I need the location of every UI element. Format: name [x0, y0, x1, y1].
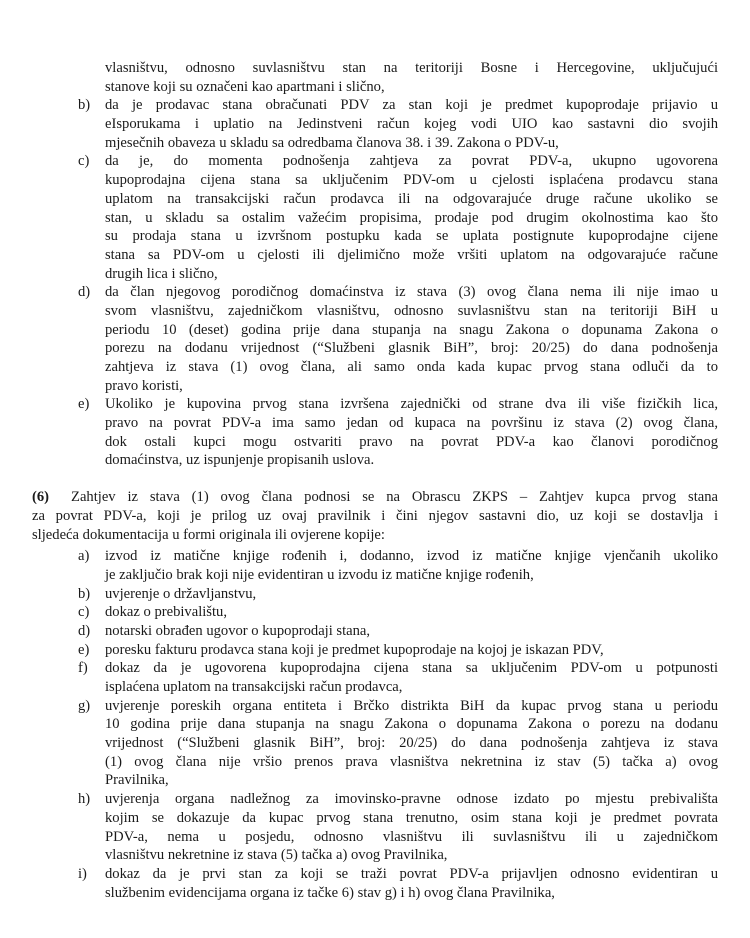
text-line: je zaključio brak koji nije evidentiran u izvodu iz matične knjige rođenih,	[105, 566, 534, 583]
text-line: stan, u skladu sa ostalim važećim propisima, prodaje pod drugim okolnostima kao što	[105, 209, 718, 226]
text-line: Pravilnika,	[105, 772, 169, 789]
list-item-label: e)	[78, 641, 90, 658]
list-item-label: d)	[78, 284, 91, 301]
list-item-doc-d	[32, 622, 718, 641]
list-item-doc-i	[32, 865, 718, 902]
text-line: Ukoliko je kupovina prvog stana izvršena zajednički od strane dva ili više fizičkih lica,	[105, 396, 718, 413]
text-line: su prodaja stana u izvršnom postupku kada se uplata postignute kupoprodajne cijene	[105, 228, 718, 245]
text-line: vlasništvu nekretnine iz stava (5) tačka a) ovog Pravilnika,	[105, 847, 448, 864]
list-item-label: d)	[78, 622, 91, 639]
list-item-doc-a	[32, 547, 718, 584]
list-item-doc-e	[32, 641, 718, 660]
text-line: dokaz o prebivalištu,	[105, 604, 227, 621]
text-line: 10 godina prije dana stupanja na snagu Zakona o dopunama Zakona o porezu na dodanu	[105, 716, 718, 733]
list-item-doc-h	[32, 790, 718, 865]
list-item-label: c)	[78, 604, 90, 621]
text-line: eIsporukama i uplatio na Jedinstveni račun kojeg vodi UIO kao sastavni dio svojih	[105, 116, 718, 133]
list-item-label: c)	[78, 153, 90, 170]
list-item-c	[32, 152, 718, 283]
text-line: da član njegovog porodičnog domaćinstva iz stava (3) ovog člana nema ili nije imao u	[105, 284, 718, 301]
text-line: uvjerenje o državljanstvu,	[105, 585, 257, 602]
text-line: uvjerenja organa nadležnog za imovinsko-pravne odnose izdato po mjestu prebivališta	[105, 791, 718, 808]
text-line: uplatom na transakcijski račun prodavca ili na odgovarajuće druge račune ukoliko se	[105, 190, 718, 207]
text-line: PDV-a, nema u posjedu, odnosno vlasništvu ili suvlasništvu ili u zajedničkom	[105, 828, 718, 845]
list-item-doc-b	[32, 585, 718, 604]
text-line: drugih lica i slično,	[105, 265, 218, 282]
text-line: poresku fakturu prodavca stana koji je predmet kupoprodaje na kojoj je iskazan PDV,	[105, 641, 604, 658]
list-item-label: e)	[78, 396, 90, 413]
text-line: stana sa PDV-om u cjelosti ili djelimično može vršiti uplatom na odgovarajuće račune	[105, 246, 718, 263]
text-line: kojim se dokazuje da kupac prvog stana trenutno, osim stana koji je predmet povrata	[105, 809, 718, 826]
list-item-doc-c	[32, 603, 718, 622]
text-line: pravo na povrat PDV-a ima samo jedan od kupaca na površinu iz stava (2) ovog člana,	[105, 415, 718, 432]
text-line: periodu 10 (deset) godina prije dana stupanja na snagu Zakona o dopunama Zakona o	[105, 321, 718, 338]
list-item-label: a)	[78, 548, 90, 565]
list-item-e	[32, 395, 718, 470]
paragraph-number: (6)	[32, 489, 50, 506]
text-line: za povrat PDV-a, koji je prilog uz ovaj pravilnik i čini njegov sastavni dio, uz koji se dostavlja i	[32, 507, 718, 524]
text-line: da je, do momenta podnošenja zahtjeva za povrat PDV-a, ukupno ugovorena	[105, 153, 718, 170]
text-line: dok ostali kupci mogu ostvariti pravo na povrat PDV-a kao članovi porodičnog	[105, 433, 718, 450]
text-line: notarski obrađen ugovor o kupoprodaji stana,	[105, 622, 371, 639]
list-item-doc-g	[32, 697, 718, 790]
text-line: dokaz da je prvi stan za koji se traži povrat PDV-a prijavljen odnosno evidentiran u	[105, 865, 718, 882]
list-item-doc-f	[32, 659, 718, 696]
text-line: kupoprodajna cijena stana sa uključenim PDV-om u cjelosti isplaćena prodavcu stana	[105, 172, 718, 189]
text-line: domaćinstva, uz ispunjenje propisanih uslova.	[105, 452, 375, 469]
list-item-label: h)	[78, 791, 91, 808]
text-line: stanove koji su označeni kao apartmani i slično,	[105, 78, 385, 95]
text-line: službenim evidencijama organa iz tačke 6) stav g) i h) ovog člana Pravilnika,	[105, 884, 555, 901]
text-line: da je prodavac stana obračunati PDV za stan koji je predmet kupoprodaje prijavio u	[105, 97, 718, 114]
list-item-label: g)	[78, 697, 91, 714]
text-line: sljedeća dokumentacija u formi originala ili ovjerene kopije:	[32, 526, 385, 543]
text-line: svom vlasništvu, zajedničkom vlasništvu, odnosno suvlasništvu stan na teritoriji BiH u	[105, 302, 718, 319]
list-item-a-continuation	[32, 59, 718, 96]
text-segment: Zahtjev iz stava (1) ovog člana podnosi se na Obrascu ZKPS – Zahtjev kupca prvog stana	[71, 489, 718, 506]
list-item-label: b)	[78, 97, 91, 114]
text-line: vlasništvu, odnosno suvlasništvu stan na teritoriji Bosne i Hercegovine, uključujući	[105, 60, 718, 76]
text-line: isplaćena uplatom na transakcijski račun prodavca,	[105, 679, 403, 695]
list-item-label: f)	[78, 660, 88, 677]
document-body	[32, 0, 718, 902]
text-line: izvod iz matične knjige rođenih i, dodanno, izvod iz matične knjige vjenčanih ukoliko	[105, 548, 718, 565]
text-line	[32, 488, 718, 507]
text-line: dokaz da je ugovorena kupoprodajna cijena stana sa uključenim PDV-om u potpunosti	[105, 660, 718, 677]
list-item-label: i)	[78, 865, 87, 882]
text-line: (1) ovog člana nije vršio prenos prava vlasništva nekretnina iz stav (5) tačka a) ovog	[105, 753, 718, 770]
text-line: mjesečnih obaveza u skladu sa odredbama članova 38. i 39. Zakona o PDV-u,	[105, 134, 559, 151]
text-line: zahtjeva iz stava (1) ovog člana, ali samo onda kada kupac prvog stana odluči da to	[105, 359, 718, 375]
text-line: pravo koristi,	[105, 377, 183, 394]
text-line: porezu na dodanu vrijednost (“Službeni glasnik BiH”, broj: 20/25) do dana podnošenja	[105, 340, 718, 357]
list-item-d	[32, 283, 718, 395]
text-line: vrijednost (“Službeni glasnik BiH”, broj: 20/25) do dana podnošenja zahtjeva iz stava	[105, 735, 718, 752]
list-item-label: b)	[78, 585, 91, 602]
list-item-b	[32, 96, 718, 152]
paragraph-6	[32, 488, 718, 544]
text-line: uvjerenje poreskih organa entiteta i Brčko distrikta BiH da kupac prvog stana u periodu	[105, 697, 718, 714]
documents-list	[32, 547, 718, 902]
